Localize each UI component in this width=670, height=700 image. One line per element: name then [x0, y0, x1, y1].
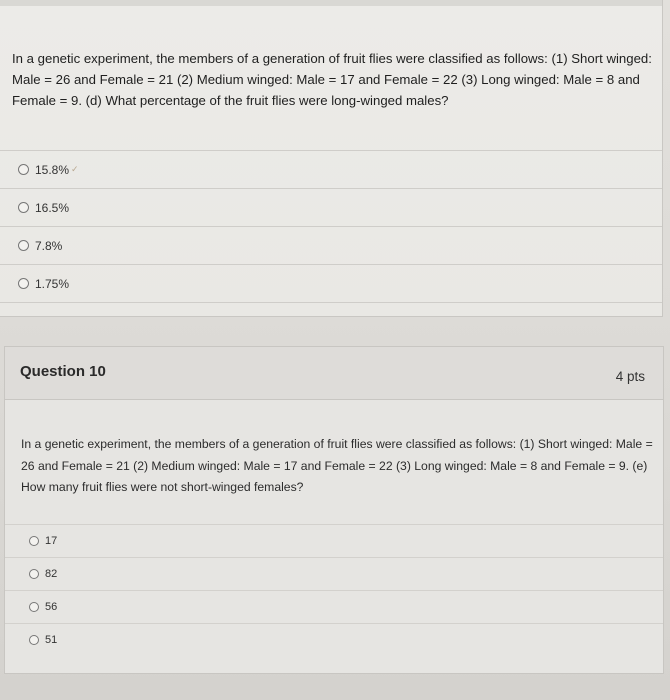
- answer-label: 82: [45, 568, 58, 580]
- question-10-card: [4, 346, 664, 674]
- question-points: 4 pts: [615, 369, 645, 384]
- question-text: In a genetic experiment, the members of a generation of fruit flies were classified as follows: (1) Short winged: Male = 26 and Female = 21 (2) Medium winged: Male = 17 and Female = 22 (3) Long winged: Male = 8 and Female = 9. (e) How many fruit flies were not short-winged females?: [21, 437, 653, 494]
- radio-button[interactable]: [29, 569, 39, 579]
- answer-label: 56: [45, 601, 58, 613]
- radio-button[interactable]: [18, 240, 29, 251]
- answer-list: [5, 524, 663, 656]
- answer-option[interactable]: [0, 264, 662, 303]
- pen-mark-icon: ✓: [71, 164, 79, 174]
- answer-option[interactable]: [5, 557, 663, 590]
- radio-button[interactable]: [18, 202, 29, 213]
- answer-label: 16.5%: [35, 200, 70, 215]
- question-title: Question 10: [20, 363, 106, 380]
- answer-option[interactable]: [5, 623, 663, 656]
- radio-button[interactable]: [18, 278, 29, 289]
- answer-label: 7.8%: [35, 238, 63, 253]
- answer-label: 17: [45, 535, 58, 547]
- radio-button[interactable]: [18, 164, 29, 175]
- divider: [0, 0, 662, 6]
- answer-list: [0, 150, 662, 303]
- answer-option[interactable]: [0, 226, 662, 264]
- answer-label: 1.75%: [35, 276, 70, 291]
- answer-option[interactable]: [5, 524, 663, 557]
- answer-label: 15.8%: [35, 162, 70, 177]
- answer-option[interactable]: [5, 590, 663, 623]
- radio-button[interactable]: [29, 602, 39, 612]
- question-text: In a genetic experiment, the members of a generation of fruit flies were classified as follows: (1) Short winged: Male = 26 and Female = 21 (2) Medium winged: Male = 17 and Female = 22 (3) Long winged: Male = 8 and Female = 9. (d) What percentage of the fruit flies were long-winged males?: [12, 51, 652, 108]
- previous-question-card: [0, 0, 663, 317]
- answer-label: 51: [45, 634, 58, 646]
- radio-button[interactable]: [29, 536, 39, 546]
- answer-option[interactable]: [0, 188, 662, 226]
- question-header: [5, 347, 663, 400]
- answer-option[interactable]: [0, 150, 662, 188]
- radio-button[interactable]: [29, 635, 39, 645]
